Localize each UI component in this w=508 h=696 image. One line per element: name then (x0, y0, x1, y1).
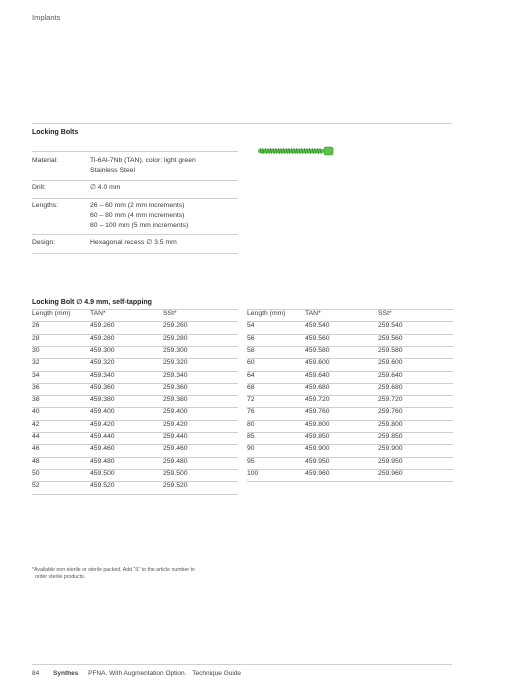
table-row (247, 444, 453, 456)
tan-article-cell: 459.400 (90, 408, 115, 416)
page-footer (32, 670, 241, 677)
length-cell: 100 (247, 469, 259, 477)
table-row (32, 371, 238, 383)
footnote (32, 567, 252, 581)
table-row (247, 358, 453, 370)
sst-article-cell: 259.950 (378, 457, 403, 465)
page-number: 84 (32, 670, 40, 677)
tan-article-cell: 459.340 (90, 371, 115, 379)
table-row (247, 469, 453, 481)
table-row-divider (32, 309, 238, 310)
table-row (247, 407, 453, 419)
footer-rule (32, 664, 452, 665)
sst-article-cell: 259.520 (163, 482, 188, 490)
tan-article-cell: 459.420 (90, 420, 115, 428)
sst-article-cell: 259.260 (163, 322, 188, 330)
length-cell: 32 (32, 359, 40, 367)
table-row (32, 395, 238, 407)
tan-article-cell: 459.440 (90, 433, 115, 440)
section-title: Locking Bolts (32, 129, 79, 136)
table-row (247, 371, 453, 383)
length-cell: 52 (32, 482, 40, 490)
sst-article-cell: 259.280 (163, 334, 188, 342)
tan-article-cell: 459.480 (90, 457, 115, 465)
sst-article-cell: 259.460 (163, 445, 188, 453)
tan-article-cell: 459.540 (305, 322, 330, 330)
table-row (32, 334, 238, 346)
spec-value-line: ∅ 4.0 mm (90, 184, 121, 191)
length-cell: 28 (32, 334, 40, 342)
tan-article-cell: 459.680 (305, 383, 330, 391)
spec-value (90, 156, 196, 176)
length-cell: 60 (247, 359, 255, 367)
table-row (32, 444, 238, 456)
length-cell: 38 (32, 396, 40, 404)
length-cell: 68 (247, 383, 255, 391)
table-row (32, 420, 238, 432)
sst-article-cell: 259.340 (163, 371, 188, 379)
sst-article-cell: 259.720 (378, 396, 403, 404)
table-row (247, 420, 453, 432)
document-subtitle: Technique Guide (192, 670, 242, 677)
tan-article-cell: 459.320 (90, 359, 115, 367)
table-row (247, 383, 453, 395)
length-cell: 95 (247, 457, 255, 465)
spec-value-line: Ti-6Al-7Nb (TAN), color: light green (90, 157, 196, 164)
tan-article-cell: 459.850 (305, 433, 330, 440)
spec-value (90, 238, 177, 248)
length-cell: 36 (32, 383, 40, 391)
length-cell: 76 (247, 408, 255, 416)
spec-value-line: 80 – 100 mm (5 mm increments) (90, 222, 189, 229)
length-cell: 44 (32, 433, 40, 440)
column-header: Length (mm) (247, 310, 286, 317)
table-row (32, 469, 238, 481)
tan-article-cell: 459.950 (305, 457, 330, 465)
footnote-line: *Available non-sterile or sterile packed. Add “S” to the article number to (32, 567, 195, 573)
length-cell: 30 (32, 346, 40, 354)
table-row (32, 346, 238, 358)
table-row (247, 334, 453, 346)
sst-article-cell: 259.480 (163, 457, 188, 465)
sst-article-cell: 259.900 (378, 445, 403, 453)
column-header: Length (mm) (32, 310, 71, 317)
locking-bolt-illustration (256, 146, 336, 156)
brand-name: Synthes (53, 670, 79, 677)
table-row (247, 346, 453, 358)
table-row (247, 432, 453, 444)
section-top-rule (32, 123, 452, 124)
spec-divider (32, 198, 238, 199)
tan-article-cell: 459.520 (90, 482, 115, 490)
table-header-row (32, 309, 238, 321)
running-header: Implants (32, 13, 61, 22)
tan-article-cell: 459.560 (305, 334, 330, 342)
tan-article-cell: 459.360 (90, 383, 115, 391)
spec-divider (32, 151, 238, 152)
tan-article-cell: 459.720 (305, 396, 330, 404)
sst-article-cell: 259.400 (163, 408, 188, 416)
sst-article-cell: 259.760 (378, 408, 403, 416)
sst-article-cell: 259.960 (378, 469, 403, 477)
sst-article-cell: 259.600 (378, 359, 403, 367)
tan-article-cell: 459.460 (90, 445, 115, 453)
table-row (32, 457, 238, 469)
length-cell: 46 (32, 445, 40, 453)
spec-value (90, 183, 120, 193)
table-row (32, 383, 238, 395)
document-title: PFNA. With Augmentation Option. (88, 670, 187, 677)
table-row (247, 457, 453, 469)
sst-article-cell: 259.380 (163, 396, 188, 404)
spec-label: Material: (32, 157, 59, 164)
sst-article-cell: 259.640 (378, 371, 403, 379)
table-row (32, 407, 238, 419)
tan-article-cell: 459.380 (90, 396, 115, 404)
spec-label: Drill: (32, 184, 46, 191)
tan-article-cell: 459.500 (90, 469, 115, 477)
table-row (247, 395, 453, 407)
length-cell: 90 (247, 445, 255, 453)
table-row (32, 432, 238, 444)
table-row (32, 481, 238, 493)
sst-article-cell: 259.300 (163, 346, 188, 354)
spec-label: Design: (32, 239, 56, 246)
sst-article-cell: 259.800 (378, 420, 403, 428)
tan-article-cell: 459.600 (305, 359, 330, 367)
length-cell: 58 (247, 346, 255, 354)
sst-article-cell: 259.680 (378, 383, 403, 391)
tan-article-cell: 459.580 (305, 346, 330, 354)
spec-divider (32, 234, 238, 235)
spec-value-line: 60 – 80 mm (4 mm increments) (90, 212, 185, 219)
sst-article-cell: 259.320 (163, 359, 188, 367)
length-cell: 72 (247, 396, 255, 404)
sst-article-cell: 259.420 (163, 420, 188, 428)
table-header-row (247, 309, 453, 321)
table-row (32, 321, 238, 333)
tan-article-cell: 459.260 (90, 322, 115, 330)
length-cell: 56 (247, 334, 255, 342)
column-header: SSt* (163, 310, 177, 317)
sst-article-cell: 259.360 (163, 383, 188, 391)
length-cell: 40 (32, 408, 40, 416)
tan-article-cell: 459.800 (305, 420, 330, 428)
table-row (247, 321, 453, 333)
spec-value (90, 201, 188, 231)
length-cell: 64 (247, 371, 255, 379)
table-title: Locking Bolt ∅ 4.9 mm, self-tapping (32, 299, 152, 306)
table-row-divider (247, 309, 453, 310)
length-cell: 42 (32, 420, 40, 428)
sst-article-cell: 259.440 (163, 433, 188, 440)
column-header: TAN* (90, 310, 106, 317)
table-row (32, 358, 238, 370)
tan-article-cell: 459.640 (305, 371, 330, 379)
sst-article-cell: 259.850 (378, 433, 403, 440)
sst-article-cell: 259.500 (163, 469, 188, 477)
tan-article-cell: 459.280 (90, 334, 115, 342)
column-header: TAN* (305, 310, 321, 317)
length-cell: 80 (247, 420, 255, 428)
sst-article-cell: 259.580 (378, 346, 403, 354)
sst-article-cell: 259.540 (378, 322, 403, 330)
spec-value-line: Hexagonal recess ∅ 3.5 mm (90, 239, 177, 246)
sst-article-cell: 259.560 (378, 334, 403, 342)
spec-divider (32, 253, 238, 254)
length-cell: 50 (32, 469, 40, 477)
table-row-divider (32, 494, 238, 495)
spec-value-line: 26 – 60 mm (2 mm increments) (90, 202, 185, 209)
length-cell: 34 (32, 371, 40, 379)
tan-article-cell: 459.900 (305, 445, 330, 453)
tan-article-cell: 459.760 (305, 408, 330, 416)
column-header: SSt* (378, 310, 392, 317)
table-row-divider (247, 481, 453, 482)
length-cell: 26 (32, 322, 40, 330)
tan-article-cell: 459.960 (305, 469, 330, 477)
length-cell: 54 (247, 322, 255, 330)
footnote-line: order sterile products. (35, 574, 86, 580)
length-cell: 48 (32, 457, 40, 465)
spec-label: Lengths: (32, 202, 59, 209)
spec-divider (32, 180, 238, 181)
spec-value-line: Stainless Steel (90, 167, 135, 174)
length-cell: 85 (247, 433, 255, 440)
tan-article-cell: 459.300 (90, 346, 115, 354)
